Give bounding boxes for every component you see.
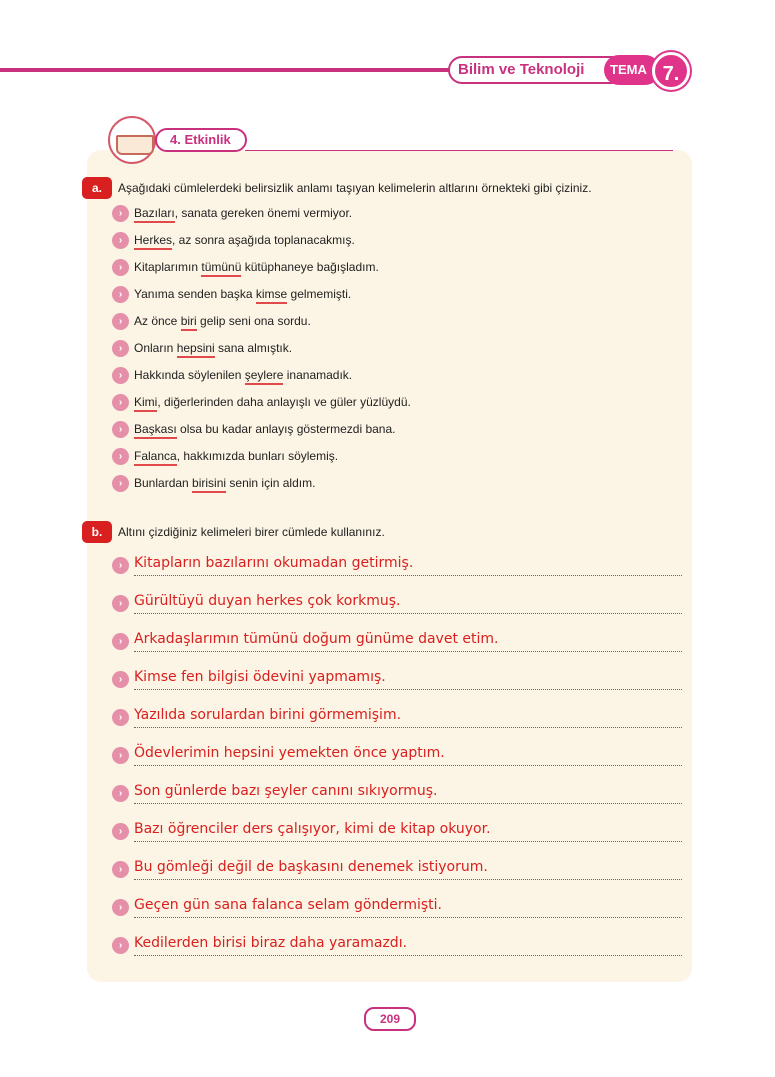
chevron-right-icon: › (112, 937, 129, 954)
underlined-word: biri (181, 314, 197, 331)
sentence-text (134, 314, 311, 328)
activity-title: 4. Etkinlik (170, 132, 231, 147)
handwritten-answer: Yazılıda sorulardan birini görmemişim. (134, 707, 402, 723)
sentence-text (134, 260, 379, 274)
dotted-rule (134, 765, 682, 766)
handwritten-answer: Bazı öğrenciler ders çalışıyor, kimi de kitap okuyor. (134, 821, 491, 837)
chevron-right-icon: › (112, 557, 129, 574)
answer-line[interactable] (112, 934, 682, 958)
answer-line[interactable] (112, 820, 682, 844)
sentence-pre: Az önce (134, 314, 181, 328)
chevron-right-icon: › (112, 448, 129, 465)
chevron-right-icon: › (112, 475, 129, 492)
chevron-right-icon: › (112, 633, 129, 650)
dotted-rule (134, 917, 682, 918)
answer-line[interactable] (112, 782, 682, 806)
answer-line[interactable] (112, 554, 682, 578)
sentence-text (134, 233, 355, 247)
sentence-post: , sanata gereken önemi vermiyor. (174, 206, 353, 220)
chevron-right-icon: › (112, 709, 129, 726)
sentence-post: , hakkımızda bunları söylemiş. (176, 449, 339, 463)
dotted-rule (134, 689, 682, 690)
open-book-icon-shape (116, 135, 154, 155)
chevron-right-icon: › (112, 394, 129, 411)
sentence-post: olsa bu kadar anlayış göstermezdi bana. (176, 422, 396, 436)
handwritten-answer: Kimse fen bilgisi ödevini yapmamış. (134, 669, 386, 685)
chevron-right-icon: › (112, 340, 129, 357)
underlined-word: hepsini (177, 341, 215, 358)
sentence-text (134, 449, 338, 463)
chevron-right-icon: › (112, 421, 129, 438)
chevron-right-icon: › (112, 671, 129, 688)
sentence-post: , az sonra aşağıda toplanacakmış. (172, 233, 355, 247)
sentence-post: gelip seni ona sordu. (196, 314, 311, 328)
underlined-word: birisini (192, 476, 226, 493)
dotted-rule (134, 841, 682, 842)
sentence-pre: Yanıma senden başka (134, 287, 256, 301)
activity-title-rule (245, 150, 673, 151)
handwritten-answer: Kedilerden birisi biraz daha yaramazdı. (134, 935, 408, 951)
tema-number: 7. (652, 52, 690, 90)
sentence-pre: Onların (134, 341, 177, 355)
answer-line[interactable] (112, 630, 682, 654)
handwritten-answer: Arkadaşlarımın tümünü doğum günüme davet etim. (134, 631, 499, 647)
dotted-rule (134, 651, 682, 652)
chevron-right-icon: › (112, 286, 129, 303)
answer-line[interactable] (112, 858, 682, 882)
answer-line[interactable] (112, 592, 682, 616)
underlined-word: tümünü (201, 260, 241, 277)
sentence-text (134, 368, 352, 382)
sentence-post: senin için aldım. (226, 476, 316, 490)
chevron-right-icon: › (112, 747, 129, 764)
dotted-rule (134, 613, 682, 614)
sentence-post: kütüphaneye bağışladım. (241, 260, 379, 274)
sentence-post: sana almıştık. (214, 341, 293, 355)
dotted-rule (134, 955, 682, 956)
chevron-right-icon: › (112, 367, 129, 384)
answer-line[interactable] (112, 706, 682, 730)
answer-line[interactable] (112, 668, 682, 692)
underlined-word: şeylere (245, 368, 284, 385)
page-number: 209 (364, 1007, 416, 1031)
sentence-text (134, 287, 351, 301)
dotted-rule (134, 727, 682, 728)
chevron-right-icon: › (112, 232, 129, 249)
underlined-word: Başkası (134, 422, 177, 439)
sentence-post: , diğerlerinden daha anlayışlı ve güler yüzlüydü. (157, 395, 411, 409)
answer-line[interactable] (112, 896, 682, 920)
section-b-instruction: Altını çizdiğiniz kelimeleri birer cümlede kullanınız. (118, 525, 385, 539)
sentence-text (134, 422, 395, 436)
chevron-right-icon: › (112, 899, 129, 916)
tema-badge: TEMA (604, 55, 660, 85)
section-b-tag: b. (82, 521, 112, 543)
underlined-word: Herkes (134, 233, 172, 250)
chevron-right-icon: › (112, 259, 129, 276)
section-a-instruction: Aşağıdaki cümlelerdeki belirsizlik anlamı taşıyan kelimelerin altlarını örnekteki gibi çiziniz. (118, 181, 592, 195)
handwritten-answer: Gürültüyü duyan herkes çok korkmuş. (134, 593, 401, 609)
underlined-word: Falanca (134, 449, 177, 466)
chevron-right-icon: › (112, 823, 129, 840)
header-rule (0, 68, 520, 72)
answer-line[interactable] (112, 744, 682, 768)
underlined-word: kimse (256, 287, 287, 304)
dotted-rule (134, 803, 682, 804)
section-a-tag: a. (82, 177, 112, 199)
handwritten-answer: Geçen gün sana falanca selam göndermişti. (134, 897, 442, 913)
sentence-text (134, 341, 292, 355)
underlined-word: Bazıları (134, 206, 175, 223)
sentence-text (134, 476, 315, 490)
handwritten-answer: Kitapların bazılarını okumadan getirmiş. (134, 555, 414, 571)
handwritten-answer: Son günlerde bazı şeyler canını sıkıyormuş. (134, 783, 438, 799)
sentence-text (134, 206, 352, 220)
chevron-right-icon: › (112, 313, 129, 330)
dotted-rule (134, 575, 682, 576)
handwritten-answer: Bu gömleği değil de başkasını denemek istiyorum. (134, 859, 488, 875)
underlined-word: Kimi (134, 395, 157, 412)
sentence-pre: Bunlardan (134, 476, 193, 490)
handwritten-answer: Ödevlerimin hepsini yemekten önce yaptım. (134, 745, 445, 761)
chevron-right-icon: › (112, 205, 129, 222)
dotted-rule (134, 879, 682, 880)
theme-title: Bilim ve Teknoloji (458, 61, 585, 78)
sentence-pre: Kitaplarımın (134, 260, 202, 274)
sentence-post: gelmemişti. (287, 287, 352, 301)
sentence-text (134, 395, 411, 409)
sentence-post: inanamadık. (283, 368, 353, 382)
chevron-right-icon: › (112, 785, 129, 802)
chevron-right-icon: › (112, 595, 129, 612)
sentence-pre: Hakkında söylenilen (134, 368, 245, 382)
chevron-right-icon: › (112, 861, 129, 878)
